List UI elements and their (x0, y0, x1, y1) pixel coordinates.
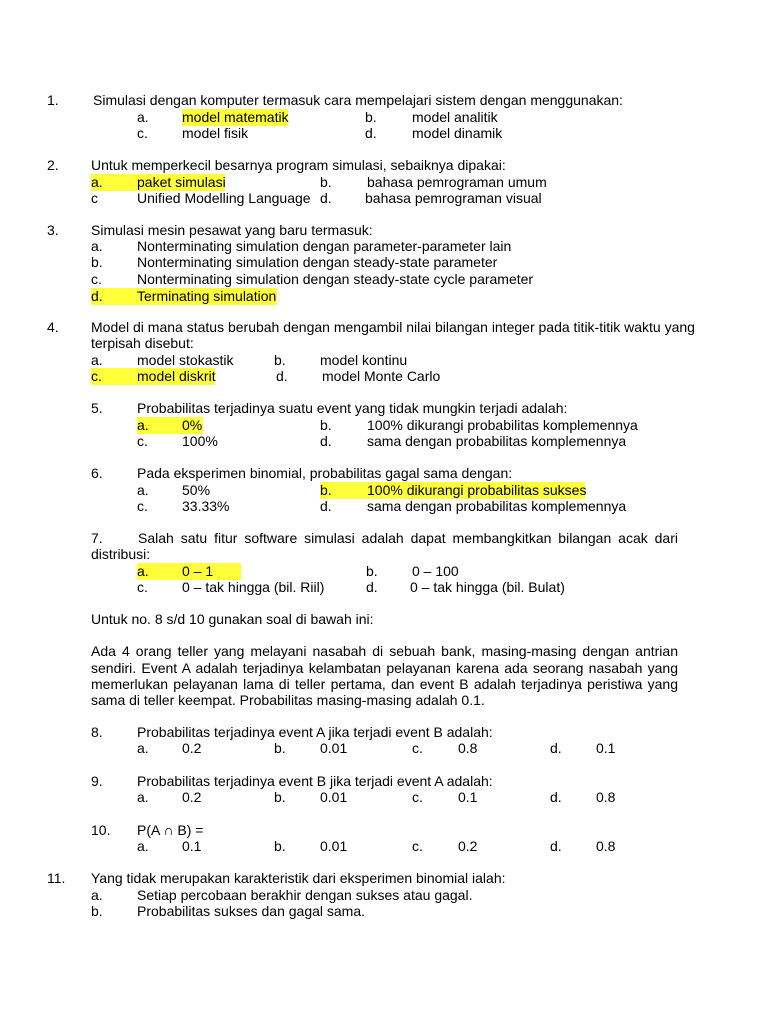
q5-b-answer: 100% dikurangi probabilitas komplemennya (367, 417, 638, 433)
q10-c-answer: 0.2 (458, 838, 478, 854)
q11-text: Yang tidak merupakan karakteristik dari eksperimen binomial ialah: (91, 870, 506, 886)
q2-number: 2. (47, 157, 59, 173)
q3-b-label: b. (91, 254, 103, 270)
q9-a-label: a. (137, 789, 149, 805)
q2-b-answer: bahasa pemrograman umum (367, 174, 547, 190)
q5-d-label: d. (320, 433, 332, 449)
q4-d-label: d. (276, 368, 288, 384)
q1-b-label: b. (365, 109, 377, 125)
q2-a-label: a. (91, 174, 225, 191)
q7-d-label: d. (366, 579, 378, 595)
q11-a-label: a. (91, 887, 103, 903)
q8-text: Probabilitas terjadinya event A jika terjadi event B adalah: (137, 724, 493, 740)
q3-b-answer: Nonterminating simulation dengan steady-state parameter (137, 254, 498, 270)
q6-number: 6. (91, 465, 103, 481)
q2-b-label: b. (320, 174, 332, 190)
q5-c-answer: 100% (182, 433, 218, 449)
q4-c-label: c. (91, 368, 215, 385)
q6-d-label: d. (320, 498, 332, 514)
case-line-2: sendiri. Event A adalah terjadinya kelambatan pelayanan karena ada seorang nasabah yang (91, 660, 678, 676)
q5-d-answer: sama dengan probabilitas komplemennya (367, 433, 627, 449)
q1-c-answer: model fisik (182, 125, 249, 141)
q6-c-label: c. (137, 498, 148, 514)
q4-d-answer: model Monte Carlo (322, 368, 441, 384)
q4-b-answer: model kontinu (320, 352, 408, 368)
q10-d-answer: 0.8 (596, 838, 616, 854)
q9-b-label: b. (274, 789, 286, 805)
case-line-4: sama di teller keempat. Probabilitas masing-masing adalah 0.1. (91, 692, 485, 708)
q7-c-answer: 0 – tak hingga (bil. Riil) (182, 579, 325, 595)
q11-b-answer: Probabilitas sukses dan gagal sama. (137, 903, 366, 919)
q2-d-answer: bahasa pemrograman visual (365, 190, 542, 206)
q8-b-answer: 0.01 (320, 740, 348, 756)
q9-c-label: c. (412, 789, 423, 805)
q10-d-label: d. (550, 838, 562, 854)
q10-b-answer: 0.01 (320, 838, 348, 854)
q7-number: 7. (91, 530, 103, 546)
q8-a-answer: 0.2 (182, 740, 202, 756)
q5-a-answer: 0% (182, 417, 203, 433)
q4-c-answer: model diskrit (137, 368, 216, 384)
q5-b-label: b. (320, 417, 332, 433)
q3-d-label: d. (91, 288, 277, 305)
q8-c-label: c. (412, 740, 423, 756)
q8-d-answer: 0.1 (596, 740, 616, 756)
q6-c-answer: 33.33% (182, 498, 230, 514)
q10-number: 10. (91, 822, 111, 838)
case-line-1: Ada 4 orang teller yang melayani nasabah di sebuah bank, masing-masing dengan antrian (91, 643, 678, 659)
q4-text-line2: terpisah disebut: (91, 335, 194, 351)
q6-b-answer: 100% dikurangi probabilitas sukses (367, 482, 587, 498)
q5-text: Probabilitas terjadinya suatu event yang tidak mungkin terjadi adalah: (137, 400, 568, 416)
q2-d-label: d. (320, 190, 332, 206)
q3-text: Simulasi mesin pesawat yang baru termasuk: (91, 222, 373, 238)
q5-a-label: a. (137, 417, 203, 434)
q4-a-answer: model stokastik (137, 352, 234, 368)
q7-d-answer: 0 – tak hingga (bil. Bulat) (410, 579, 565, 595)
q11-number: 11. (47, 870, 66, 886)
q3-c-label: c. (91, 271, 102, 287)
q5-c-label: c. (137, 433, 148, 449)
q10-a-answer: 0.1 (182, 838, 202, 854)
q11-b-label: b. (91, 903, 103, 919)
q7-text-line1: Salah satu fitur software simulasi adalah dapat membangkitkan bilangan acak dari (138, 530, 678, 546)
q9-text: Probabilitas terjadinya event B jika terjadi event A adalah: (137, 773, 493, 789)
q1-a-label: a. (137, 109, 149, 125)
q2-text: Untuk memperkecil besarnya program simulasi, sebaiknya dipakai: (91, 157, 506, 173)
q6-d-answer: sama dengan probabilitas komplemennya (367, 498, 627, 514)
q7-c-label: c. (137, 579, 148, 595)
q1-d-label: d. (365, 125, 377, 141)
q10-a-label: a. (137, 838, 149, 854)
q9-d-answer: 0.8 (596, 789, 616, 805)
q6-a-answer: 50% (182, 482, 211, 498)
q1-a-answer: model matematik (182, 109, 289, 125)
q3-a-answer: Nonterminating simulation dengan parameter-parameter lain (137, 238, 512, 254)
q7-b-label: b. (366, 563, 378, 579)
q3-a-label: a. (91, 238, 103, 254)
q8-number: 8. (91, 724, 103, 740)
q7-a-label: a. (137, 563, 241, 580)
q3-number: 3. (47, 222, 59, 238)
q4-b-label: b. (274, 352, 286, 368)
q10-b-label: b. (274, 838, 286, 854)
q2-a-answer: paket simulasi (137, 174, 226, 190)
q4-text-line1: Model di mana status berubah dengan mengambil nilai bilangan integer pada titik-titik waktu yang (91, 319, 695, 335)
q7-b-answer: 0 – 100 (412, 563, 459, 579)
q1-text: Simulasi dengan komputer termasuk cara mempelajari sistem dengan menggunakan: (93, 92, 623, 108)
q3-c-answer: Nonterminating simulation dengan steady-state cycle parameter (137, 271, 534, 287)
instruction-text: Untuk no. 8 s/d 10 gunakan soal di bawah ini: (91, 611, 374, 627)
q4-a-label: a. (91, 352, 103, 368)
q7-a-answer: 0 – 1 (182, 563, 214, 579)
q2-c-answer: Unified Modelling Language (137, 190, 311, 206)
q9-a-answer: 0.2 (182, 789, 202, 805)
q1-d-answer: model dinamik (412, 125, 503, 141)
q3-d-answer: Terminating simulation (137, 288, 277, 304)
q8-b-label: b. (274, 740, 286, 756)
q7-text-line2: distribusi: (91, 546, 151, 562)
q6-text: Pada eksperimen binomial, probabilitas gagal sama dengan: (137, 465, 513, 481)
q1-number: 1. (47, 92, 59, 108)
q8-d-label: d. (550, 740, 562, 756)
q6-b-label: b. (320, 482, 585, 499)
q1-c-label: c. (137, 125, 148, 141)
q9-d-label: d. (550, 789, 562, 805)
q10-c-label: c. (412, 838, 423, 854)
q10-text: P(A ∩ B) = (137, 822, 204, 838)
q9-b-answer: 0.01 (320, 789, 348, 805)
q8-a-label: a. (137, 740, 149, 756)
q9-c-answer: 0.1 (458, 789, 478, 805)
q4-number: 4. (47, 319, 59, 335)
q11-a-answer: Setiap percobaan berakhir dengan sukses atau gagal. (137, 887, 473, 903)
q9-number: 9. (91, 773, 103, 789)
q1-b-answer: model analitik (412, 109, 498, 125)
q2-c-label: c (91, 190, 98, 206)
case-line-3: memerlukan pelayanan lama di teller pertama, dan event B adalah terjadinya peristiwa yang (91, 676, 678, 692)
q5-number: 5. (91, 400, 103, 416)
q6-a-label: a. (137, 482, 149, 498)
q8-c-answer: 0.8 (458, 740, 478, 756)
